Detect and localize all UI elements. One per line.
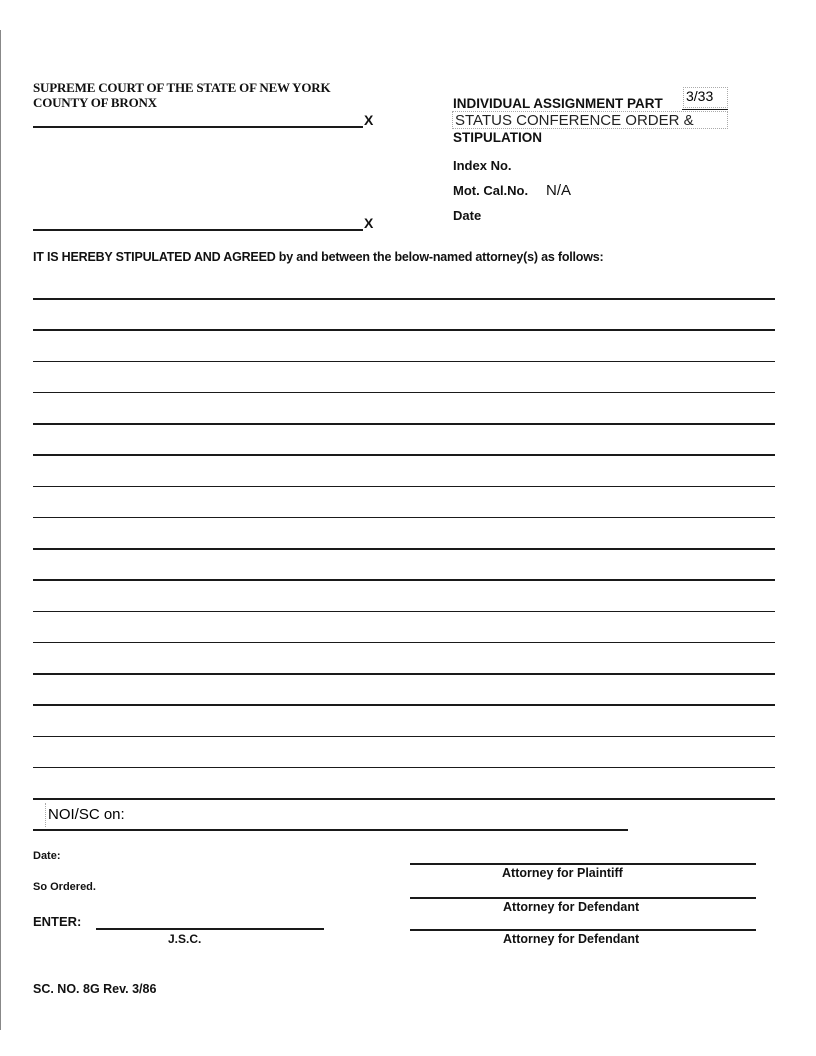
stipulation-line [33,392,775,394]
caption-rule-bottom [33,229,363,231]
judge-signature-line [96,928,324,930]
stipulation-line [33,611,775,613]
caption-x-mark: X [364,112,374,128]
noi-rule [33,829,628,831]
stipulation-line [33,329,775,331]
stipulation-line [33,642,775,644]
enter-label: ENTER: [33,914,82,929]
noi-sc-field[interactable]: NOI/SC on: [45,803,445,827]
mot-cal-label: Mot. Cal.No. [453,183,529,198]
index-number-label: Index No. [453,158,512,173]
plaintiff-signature-line [410,863,756,865]
stipulation-line [33,548,775,550]
page-edge [0,30,1,1030]
defendant-signature-line-1 [410,897,756,899]
attorney-defendant-label-1: Attorney for Defendant [503,900,640,914]
order-title-line2: STIPULATION [453,130,542,145]
stipulation-text: IT IS HEREBY STIPULATED AND AGREED by and between the below-named attorney(s) as follows: [33,250,604,264]
mot-cal-field[interactable]: N/A [546,182,572,199]
stipulation-line [33,361,775,363]
stipulation-line [33,454,775,456]
stipulation-line [33,673,775,675]
stipulation-line [33,579,775,581]
stipulation-line [33,486,775,488]
part-rule [682,109,728,110]
form-number: SC. NO. 8G Rev. 3/86 [33,982,157,996]
part-number-field[interactable]: 3/33 [683,87,728,108]
stipulation-line [33,298,775,300]
attorney-defendant-label-2: Attorney for Defendant [503,932,640,946]
footer-date-label: Date: [33,850,61,862]
jsc-label: J.S.C. [168,932,202,946]
caption-x-mark: X [364,215,374,231]
stipulation-line [33,423,775,425]
stipulation-line [33,767,775,769]
defendant-signature-line-2 [410,929,756,931]
attorney-plaintiff-label: Attorney for Plaintiff [502,866,623,880]
date-label: Date [453,208,482,223]
stipulation-line [33,736,775,738]
stipulation-line [33,704,775,706]
part-label: INDIVIDUAL ASSIGNMENT PART [453,96,663,111]
stipulation-line [33,798,775,800]
stipulation-line [33,517,775,519]
so-ordered-text: So Ordered. [33,881,96,893]
order-title-field[interactable]: STATUS CONFERENCE ORDER & [452,111,728,129]
county-name: COUNTY OF BRONX [33,95,157,110]
caption-rule-top [33,126,363,128]
court-name: SUPREME COURT OF THE STATE OF NEW YORK [33,80,331,95]
